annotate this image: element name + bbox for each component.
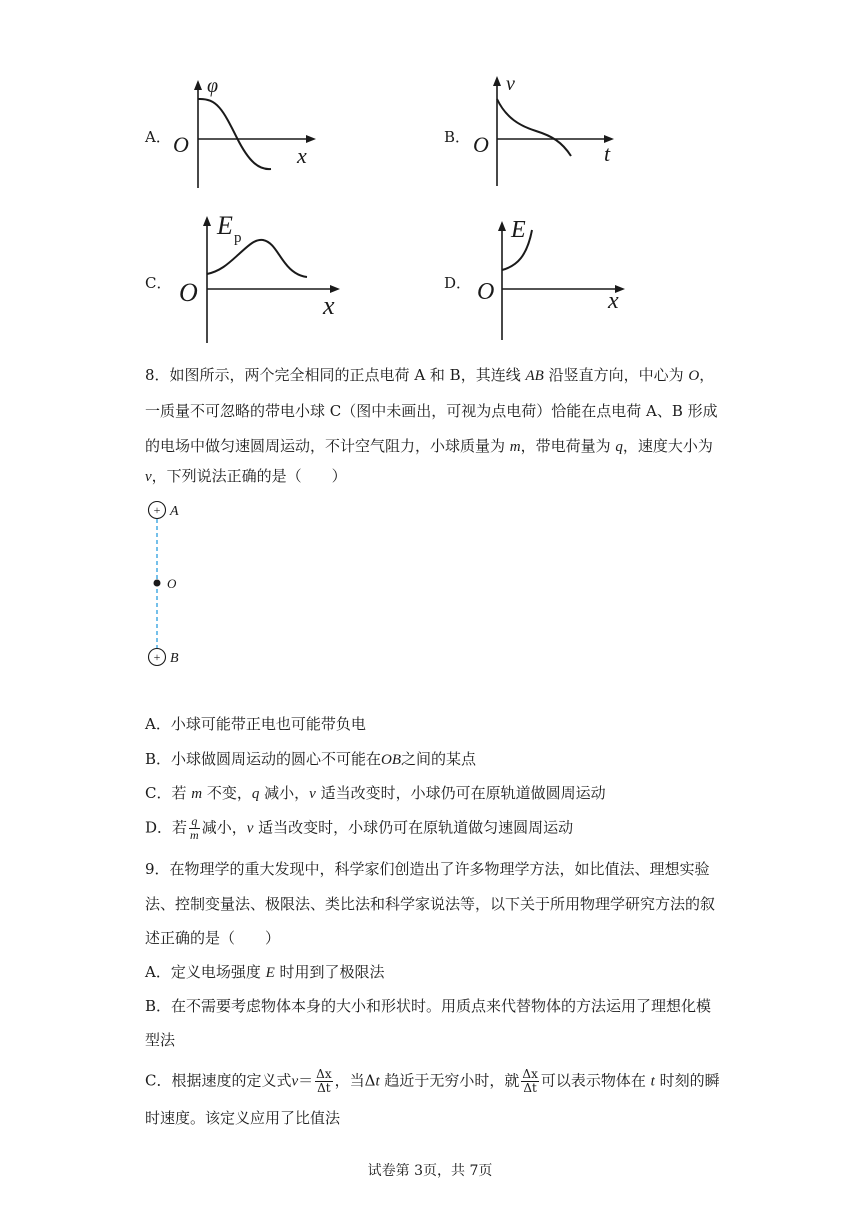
q9-option-b-line-1: B．在不需要考虑物体本身的大小和形状时。用质点来代替物体的方法运用了理想化模 (145, 997, 712, 1015)
origin-label: O (477, 279, 495, 305)
axis-label-e: E (511, 217, 526, 243)
q9-option-c-line-2: 时速度。该定义应用了比值法 (145, 1109, 341, 1127)
q8-stem-line-3: 的电场中做匀速圆周运动，不计空气阻力，小球质量为 m，带电荷量为 q，速度大小为 (145, 437, 713, 455)
q9-option-a: A．定义电场强度 E 时用到了极限法 (145, 963, 385, 981)
option-a-letter: A． (145, 128, 171, 146)
axis-label-ep-subscript: p (234, 230, 242, 246)
origin-label: O (473, 132, 489, 157)
graph-option-d (475, 210, 635, 344)
q8-stem-line-4: v，下列说法正确的是（ ） (145, 467, 347, 485)
axis-label-x: x (608, 288, 619, 314)
option-c-letter: C． (145, 274, 172, 292)
fraction-dx-over-dt-2: $\frac{\Delta x}{\Delta t}$ (522, 1067, 538, 1095)
page-footer: 试卷第 3页，共 7页 (367, 1163, 493, 1179)
axis-label-x: x (323, 291, 335, 320)
center-point-o (154, 580, 161, 587)
q9-option-b-line-2: 型法 (145, 1031, 176, 1049)
fraction-q-over-m: $\frac{q}{m}$ (190, 814, 199, 842)
charges-figure (140, 498, 220, 677)
option-d-letter: D． (444, 274, 472, 292)
q9-stem-line-2: 法、控制变量法、极限法、类比法和科学家说法等，以下关于所用物理学研究方法的叙 (145, 895, 716, 913)
axis-label-v: v (506, 73, 515, 95)
axis-label-ep: E (217, 211, 233, 240)
q8-stem-line-2: 一质量不可忽略的带电小球 C（图中未画出，可视为点电荷）恰能在点电荷 A、B 形成 (145, 402, 718, 420)
graph-option-c (175, 205, 355, 349)
axis-label-x: x (297, 143, 307, 168)
label-o: O (167, 576, 177, 591)
graph-option-b (470, 70, 630, 194)
q9-stem-line-1: 9．在物理学的重大发现中，科学家们创造出了许多物理学方法，如比值法、理想实验 (145, 860, 710, 878)
q9-stem-line-3: 述正确的是（ ） (145, 929, 281, 947)
label-b: B (170, 651, 179, 666)
q8-option-d: D．若 $\frac{q}{m}$ 减小，v 适当改变时，小球仍可在原轨道做匀速圆周运动 (145, 814, 574, 842)
q8-option-a: A．小球可能带正电也可能带负电 (145, 715, 366, 733)
option-b-letter: B． (444, 128, 471, 146)
q9-option-c-line-1: C．根据速度的定义式v＝ $\frac{\Delta x}{\Delta t}$ ，当Δt 趋近于无穷小时，就 $\frac{\Delta x}{\Delta t}$ 可以表示物体在 t 时刻的瞬 (145, 1067, 720, 1095)
axis-label-phi: φ (207, 75, 219, 97)
origin-label: O (179, 278, 198, 307)
axis-label-t: t (604, 141, 611, 166)
origin-label: O (173, 132, 189, 157)
label-a: A (170, 504, 179, 519)
q8-option-b: B．小球做圆周运动的圆心不可能在OB之间的某点 (145, 750, 477, 768)
q8-stem-line-1: 8．如图所示，两个完全相同的正点电荷 A 和 B，其连线 AB 沿竖直方向，中心为 O， (145, 366, 715, 384)
q8-option-c: C．若 m 不变，q 减小，v 适当改变时，小球仍可在原轨道做圆周运动 (145, 784, 606, 802)
svg-text:+: + (153, 650, 161, 664)
fraction-dx-over-dt: $\frac{\Delta x}{\Delta t}$ (316, 1067, 332, 1095)
svg-text:+: + (153, 503, 161, 517)
graph-option-a (165, 70, 325, 194)
